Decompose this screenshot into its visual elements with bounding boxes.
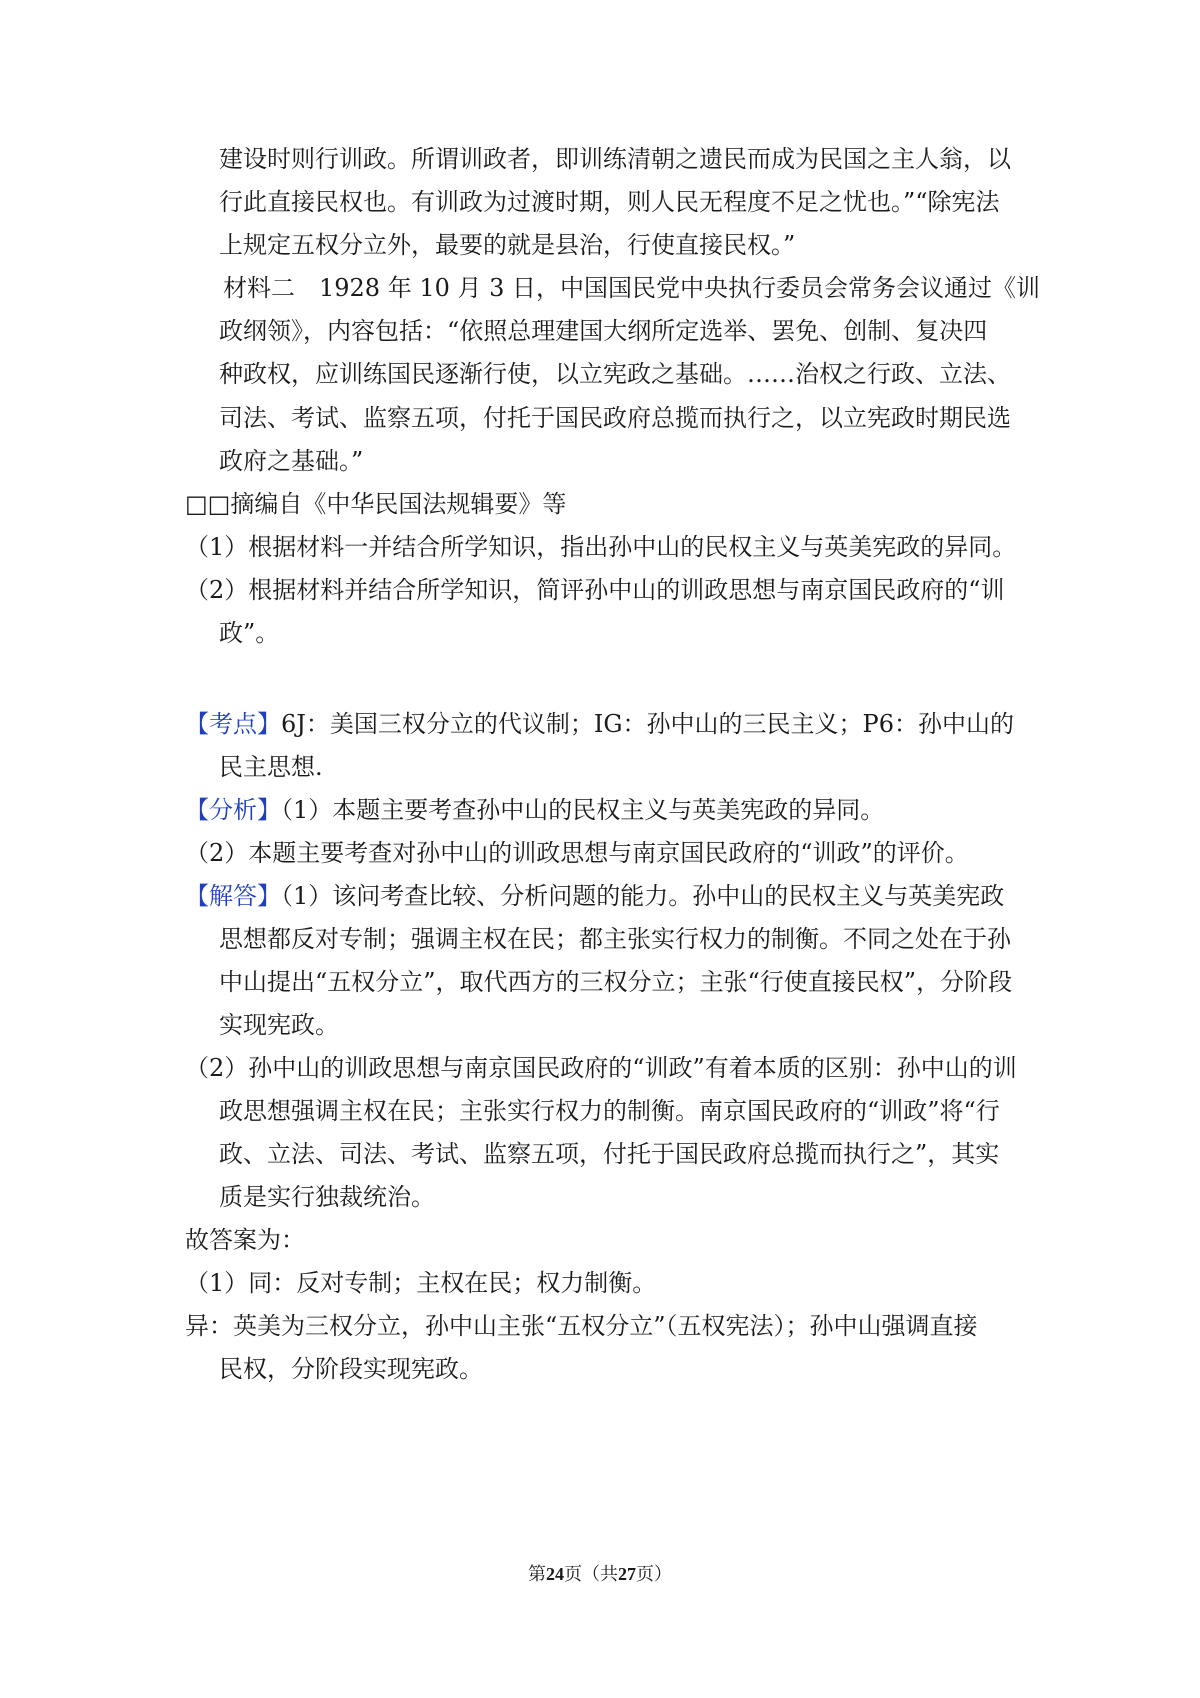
material1-line-1: 建设时则行训政。所谓训政者，即训练清朝之遗民而成为民国之主人翁，以 (219, 145, 1011, 173)
kaodian-line-2: 民主思想. (219, 753, 323, 781)
fenxi-tag: 【分析】 (185, 796, 281, 824)
conclusion-label: 故答案为： (185, 1226, 305, 1254)
answer-2-line-1: 异：英美为三权分立，孙中山主张“五权分立”（五权宪法）；孙中山强调直接 (185, 1312, 978, 1340)
question-2-line-2: 政”。 (219, 619, 280, 647)
fenxi-line-1 (185, 795, 884, 825)
jieda-p2-line-4: 质是实行独裁统治。 (219, 1183, 435, 1211)
question-1: （1）根据材料一并结合所学知识，指出孙中山的民权主义与英美宪政的异同。 (185, 533, 1017, 561)
kaodian-text: 6J：美国三权分立的代议制；IG：孙中山的三民主义；P6：孙中山的 (281, 710, 1014, 738)
material2-line-3: 种政权，应训练国民逐渐行使，以立宪政之基础。……治权之行政、立法、 (219, 360, 1011, 388)
footer-prefix: 第 (528, 1564, 546, 1584)
fenxi-line-2: （2）本题主要考查对孙中山的训政思想与南京国民政府的“训政”的评价。 (185, 839, 969, 867)
fenxi-text: （1）本题主要考查孙中山的民权主义与英美宪政的异同。 (281, 796, 885, 824)
footer-total-pages: 27 (618, 1564, 636, 1584)
question-2-line-1: （2）根据材料并结合所学知识，简评孙中山的训政思想与南京国民政府的“训 (185, 576, 1005, 604)
material2-line-5: 政府之基础。” (219, 447, 364, 475)
source-note: □□摘编自《中华民国法规辑要》等 (185, 490, 567, 518)
footer-suffix: 页） (636, 1564, 672, 1584)
jieda-p2-line-1: （2）孙中山的训政思想与南京国民政府的“训政”有着本质的区别：孙中山的训 (185, 1054, 1017, 1082)
jieda-p2-line-3: 政、立法、司法、考试、监察五项，付托于国民政府总揽而执行之”，其实 (219, 1140, 1000, 1168)
footer-middle: 页（共 (564, 1564, 618, 1584)
jieda-p1-line-2: 思想都反对专制；强调主权在民；都主张实行权力的制衡。不同之处在于孙 (219, 925, 1011, 953)
jieda-p2-line-2: 政思想强调主权在民；主张实行权力的制衡。南京国民政府的“训政”将“行 (219, 1097, 1000, 1125)
page-footer (0, 1562, 1200, 1586)
material1-line-2: 行此直接民权也。有训政为过渡时期，则人民无程度不足之忧也。”“除宪法 (219, 188, 1000, 216)
answer-2-line-2: 民权，分阶段实现宪政。 (219, 1355, 483, 1383)
kaodian-line-1 (185, 709, 1014, 739)
kaodian-tag: 【考点】 (185, 710, 281, 738)
material2-line-1: 材料二 1928 年 10 月 3 日，中国国民党中央执行委员会常务会议通过《训 (223, 274, 1041, 302)
material2-line-4: 司法、考试、监察五项，付托于国民政府总揽而执行之，以立宪政时期民选 (219, 404, 1011, 432)
jieda-tag: 【解答】 (185, 882, 281, 910)
jieda-p1-line-3: 中山提出“五权分立”，取代西方的三权分立；主张“行使直接民权”，分阶段 (219, 968, 1013, 996)
material2-line-2: 政纲领》，内容包括：“依照总理建国大纲所定选举、罢免、创制、复决四 (219, 317, 988, 345)
answer-1: （1）同：反对专制；主权在民；权力制衡。 (185, 1269, 657, 1297)
jieda-line-1 (185, 881, 1004, 911)
material1-line-3: 上规定五权分立外，最要的就是县治，行使直接民权。” (219, 231, 796, 259)
jieda-p1-line-4: 实现宪政。 (219, 1011, 339, 1039)
jieda-text: （1）该问考查比较、分析问题的能力。孙中山的民权主义与英美宪政 (281, 882, 1005, 910)
footer-page-number: 24 (546, 1564, 564, 1584)
